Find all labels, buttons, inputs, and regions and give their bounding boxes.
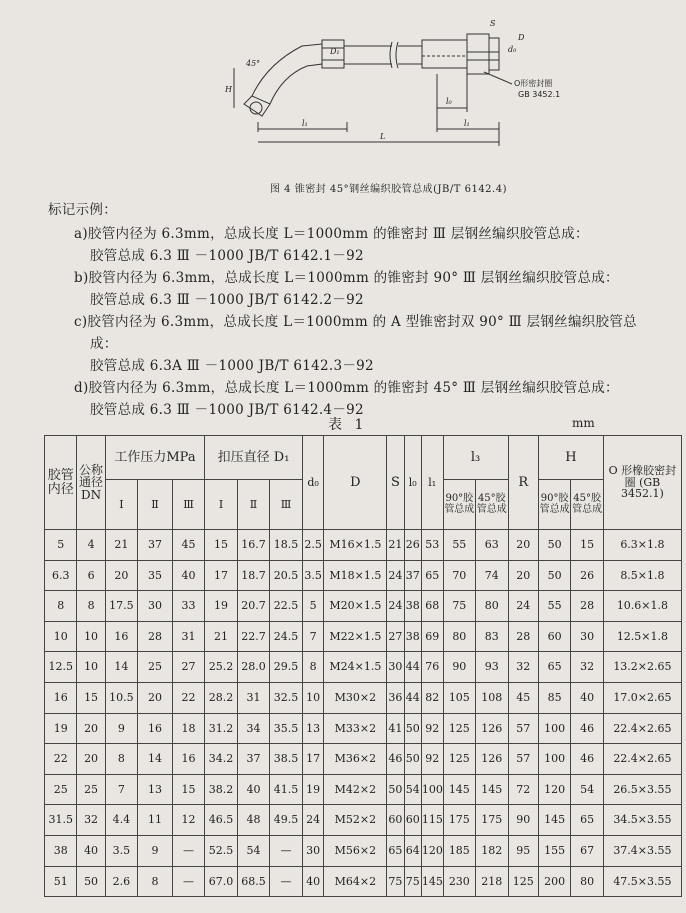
table-row [45, 774, 682, 805]
table-cell: 17 [205, 560, 237, 591]
table-cell: 20 [105, 560, 137, 591]
table-cell: 126 [476, 713, 508, 744]
table-cell: 57 [508, 713, 538, 744]
table-cell: M16×1.5 [324, 530, 387, 561]
table-cell: 22 [172, 682, 205, 713]
table-cell: 15 [172, 774, 205, 805]
table-cell: 60 [387, 805, 404, 836]
table-cell: 37 [237, 744, 269, 775]
table-cell: 20.5 [270, 560, 303, 591]
table-cell: 26.5×3.55 [603, 774, 681, 805]
table-cell: 15 [571, 530, 603, 561]
table-cell: M33×2 [324, 713, 387, 744]
table-cell: 218 [476, 866, 508, 897]
table-cell: 76 [421, 652, 443, 683]
header-d0: d₀ [302, 436, 324, 530]
table-cell: 37 [404, 560, 421, 591]
table-cell: 10 [302, 682, 324, 713]
table-cell: 10.6×1.8 [603, 591, 681, 622]
label-H: H [225, 85, 232, 94]
table-cell: 24 [302, 805, 324, 836]
table-cell: 75 [443, 591, 475, 622]
example-a-code: 胶管总成 6.3 Ⅲ －1000 JB/T 6142.1－92 [90, 248, 364, 264]
table-cell: M36×2 [324, 744, 387, 775]
table-cell: 22.4×2.65 [603, 744, 681, 775]
table-cell: 65 [571, 805, 603, 836]
example-c-code: 胶管总成 6.3A Ⅲ －1000 JB/T 6142.3－92 [90, 358, 374, 374]
dimension-table [44, 435, 682, 897]
table-cell: 175 [443, 805, 475, 836]
table-cell: 20 [138, 682, 173, 713]
header-inner-diameter: 胶管内径 [45, 436, 77, 530]
header-oring: O 形橡胶密封圈 (GB 3452.1) [603, 436, 681, 530]
table-cell: 17.5 [105, 591, 137, 622]
header-crimp-level-1: Ⅰ [205, 480, 237, 530]
table-cell: 75 [404, 866, 421, 897]
table-cell: 14 [105, 652, 137, 683]
table-cell: 31 [172, 621, 205, 652]
table-cell: 30 [302, 835, 324, 866]
table-row [45, 621, 682, 652]
table-cell: 24 [508, 591, 538, 622]
table-cell: 28.2 [205, 682, 237, 713]
table-cell: 5 [302, 591, 324, 622]
table-cell: 12 [172, 805, 205, 836]
table-cell: 19 [45, 713, 77, 744]
table-cell: 28 [571, 591, 603, 622]
table-cell: 65 [387, 835, 404, 866]
table-cell: 74 [476, 560, 508, 591]
table-cell: 145 [443, 774, 475, 805]
table-cell: 200 [538, 866, 570, 897]
table-cell: 47.5×3.55 [603, 866, 681, 897]
table-cell: 155 [538, 835, 570, 866]
table-cell: 9 [138, 835, 173, 866]
table-cell: 38.2 [205, 774, 237, 805]
table-cell: 28.0 [237, 652, 269, 683]
table-cell: 8 [105, 744, 137, 775]
table-cell: 10 [77, 652, 105, 683]
label-D: D [518, 33, 525, 42]
table-cell: 50 [387, 774, 404, 805]
table-cell: 28 [138, 621, 173, 652]
table-cell: 57 [508, 744, 538, 775]
table-cell: 19 [205, 591, 237, 622]
table-cell: 54 [571, 774, 603, 805]
table-cell: 8.5×1.8 [603, 560, 681, 591]
table-body [45, 530, 682, 897]
table-cell: 85 [538, 682, 570, 713]
label-angle: 45° [246, 59, 261, 68]
figure-caption: 图 4 锥密封 45°钢丝编织胶管总成(JB/T 6142.4) [270, 184, 507, 195]
table-cell: 120 [421, 835, 443, 866]
table-cell: 13 [138, 774, 173, 805]
table-cell: 105 [443, 682, 475, 713]
table-row [45, 866, 682, 897]
table-cell: 55 [443, 530, 475, 561]
table-cell: 20 [508, 560, 538, 591]
table-cell: 24 [387, 591, 404, 622]
table-cell: 60 [404, 805, 421, 836]
table-cell: 50 [538, 530, 570, 561]
header-pressure-level-3: Ⅲ [172, 480, 205, 530]
table-cell: 20 [508, 530, 538, 561]
table-cell: 36 [387, 682, 404, 713]
table-cell: 38 [404, 621, 421, 652]
table-cell: 31.2 [205, 713, 237, 744]
header-l3-90: 90°胶管总成 [443, 480, 475, 530]
table-cell: 95 [508, 835, 538, 866]
table-cell: 65 [538, 652, 570, 683]
header-crimp: 扣压直径 D₁ [205, 436, 303, 480]
table-cell: 16.7 [237, 530, 269, 561]
table-cell: 32 [571, 652, 603, 683]
table-cell: 46 [571, 713, 603, 744]
table-cell: 64 [404, 835, 421, 866]
table-cell: M20×1.5 [324, 591, 387, 622]
table-cell: 27 [387, 621, 404, 652]
header-pressure: 工作压力MPa [105, 436, 205, 480]
label-l0: l₀ [446, 97, 452, 106]
table-cell: 67 [571, 835, 603, 866]
table-cell: 16 [172, 744, 205, 775]
table-cell: 25.2 [205, 652, 237, 683]
table-row [45, 530, 682, 561]
table-cell: M24×1.5 [324, 652, 387, 683]
header-H-45: 45°胶管总成 [571, 480, 603, 530]
table-cell: 40 [237, 774, 269, 805]
table-cell: 15 [205, 530, 237, 561]
table-cell: 126 [476, 744, 508, 775]
table-cell: 8 [302, 652, 324, 683]
table-cell: 175 [476, 805, 508, 836]
table-cell: 22.5 [270, 591, 303, 622]
table-cell: 44 [404, 682, 421, 713]
table-row [45, 560, 682, 591]
table-cell: 32 [77, 805, 105, 836]
table-cell: 21 [205, 621, 237, 652]
table-cell: 21 [105, 530, 137, 561]
table-cell: 26 [404, 530, 421, 561]
table-cell: 8 [138, 866, 173, 897]
table-cell: M64×2 [324, 866, 387, 897]
header-l3-45: 45°胶管总成 [476, 480, 508, 530]
table-cell: 70 [443, 560, 475, 591]
table-cell: 6.3 [45, 560, 77, 591]
table-cell: 37 [138, 530, 173, 561]
table-row [45, 835, 682, 866]
table-title: 表 1 [328, 417, 368, 433]
header-D: D [324, 436, 387, 530]
table-cell: 35 [138, 560, 173, 591]
table-cell: M22×1.5 [324, 621, 387, 652]
table-cell: 50 [538, 560, 570, 591]
table-cell: — [172, 866, 205, 897]
example-c-desc-cont: 成： [90, 336, 118, 352]
table-cell: 60 [538, 621, 570, 652]
table-cell: 17 [302, 744, 324, 775]
header-pressure-level-2: Ⅱ [138, 480, 173, 530]
table-cell: 31.5 [45, 805, 77, 836]
table-cell: M52×2 [324, 805, 387, 836]
table-cell: 100 [538, 713, 570, 744]
table-cell: 230 [443, 866, 475, 897]
example-d-code: 胶管总成 6.3 Ⅲ －1000 JB/T 6142.4－92 [90, 402, 364, 418]
table-cell: 12.5×1.8 [603, 621, 681, 652]
header-S: S [387, 436, 404, 530]
table-cell: M42×2 [324, 774, 387, 805]
example-a-desc: a)胶管内径为 6.3mm，总成长度 L＝1000mm 的锥密封 Ⅲ 层钢丝编织胶管总成： [74, 226, 589, 242]
table-cell: 11 [138, 805, 173, 836]
table-cell: 18.5 [270, 530, 303, 561]
table-cell: 32 [508, 652, 538, 683]
table-cell: 32.5 [270, 682, 303, 713]
table-cell: 68.5 [237, 866, 269, 897]
table-cell: 4.4 [105, 805, 137, 836]
table-cell: 29.5 [270, 652, 303, 683]
table-cell: 21 [387, 530, 404, 561]
table-row [45, 744, 682, 775]
table-cell: 38.5 [270, 744, 303, 775]
table-cell: 125 [443, 713, 475, 744]
table-cell: 17.0×2.65 [603, 682, 681, 713]
table-cell: 100 [538, 744, 570, 775]
table-cell: M18×1.5 [324, 560, 387, 591]
table-cell: 50 [404, 744, 421, 775]
example-d-desc: d)胶管内径为 6.3mm，总成长度 L＝1000mm 的锥密封 45° Ⅲ 层钢丝编织胶管总成： [74, 380, 619, 396]
table-cell: 125 [443, 744, 475, 775]
table-cell: 68 [421, 591, 443, 622]
example-c-desc: c)胶管内径为 6.3mm，总成长度 L＝1000mm 的 A 型锥密封双 90° Ⅲ 层钢丝编织胶管总 [74, 314, 637, 330]
table-cell: 34 [237, 713, 269, 744]
table-cell: 80 [476, 591, 508, 622]
table-cell: 16 [138, 713, 173, 744]
label-S: S [490, 19, 496, 28]
table-cell: 67.0 [205, 866, 237, 897]
table-cell: 93 [476, 652, 508, 683]
table-cell: 24.5 [270, 621, 303, 652]
table-cell: 145 [476, 774, 508, 805]
table-cell: 49.5 [270, 805, 303, 836]
table-cell: 34.5×3.55 [603, 805, 681, 836]
table-cell: 65 [421, 560, 443, 591]
table-cell: 38 [404, 591, 421, 622]
table-cell: 72 [508, 774, 538, 805]
table-cell: 10 [45, 621, 77, 652]
example-b-desc: b)胶管内径为 6.3mm，总成长度 L＝1000mm 的锥密封 90° Ⅲ 层钢丝编织胶管总成： [74, 270, 619, 286]
table-cell: 7 [105, 774, 137, 805]
table-cell: — [270, 866, 303, 897]
table-cell: 35.5 [270, 713, 303, 744]
table-cell: 30 [387, 652, 404, 683]
table-cell: 40 [172, 560, 205, 591]
label-D1: D₁ [330, 47, 340, 56]
table-cell: 25 [45, 774, 77, 805]
table-cell: 90 [508, 805, 538, 836]
table-cell: 41.5 [270, 774, 303, 805]
table-cell: 108 [476, 682, 508, 713]
table-cell: 14 [138, 744, 173, 775]
header-H: H [538, 436, 603, 480]
header-l1: l₁ [421, 436, 443, 530]
table-cell: 25 [77, 774, 105, 805]
table-cell: 31 [237, 682, 269, 713]
table-cell: 145 [421, 866, 443, 897]
table-cell: 69 [421, 621, 443, 652]
table-cell: 80 [571, 866, 603, 897]
table-cell: 90 [443, 652, 475, 683]
table-cell: 22.7 [237, 621, 269, 652]
table-cell: 40 [571, 682, 603, 713]
header-H-90: 90°胶管总成 [538, 480, 570, 530]
table-row [45, 682, 682, 713]
table-cell: 18 [172, 713, 205, 744]
table-cell: 40 [77, 835, 105, 866]
example-heading: 标记示例： [48, 202, 117, 218]
table-cell: 22 [45, 744, 77, 775]
table-unit: mm [572, 416, 595, 430]
table-cell: 4 [77, 530, 105, 561]
table-cell: 30 [571, 621, 603, 652]
table-cell: 2.5 [302, 530, 324, 561]
table-cell: 28 [508, 621, 538, 652]
table-cell: 8 [45, 591, 77, 622]
table-cell: 3.5 [302, 560, 324, 591]
table-cell: 54 [404, 774, 421, 805]
header-R: R [508, 436, 538, 530]
table-row [45, 652, 682, 683]
table-cell: 6.3×1.8 [603, 530, 681, 561]
table-cell: 10.5 [105, 682, 137, 713]
table-cell: 115 [421, 805, 443, 836]
table-cell: 3.5 [105, 835, 137, 866]
table-cell: 182 [476, 835, 508, 866]
table-cell: 16 [105, 621, 137, 652]
table-cell: 22.4×2.65 [603, 713, 681, 744]
table-cell: 6 [77, 560, 105, 591]
table-cell: M30×2 [324, 682, 387, 713]
table-cell: 41 [387, 713, 404, 744]
table-cell: 63 [476, 530, 508, 561]
table-cell: 19 [302, 774, 324, 805]
header-l3: l₃ [443, 436, 508, 480]
table-cell: 13.2×2.65 [603, 652, 681, 683]
table-cell: 92 [421, 713, 443, 744]
table-cell: 46 [571, 744, 603, 775]
table-cell: 26 [571, 560, 603, 591]
table-cell: 83 [476, 621, 508, 652]
table-cell: 44 [404, 652, 421, 683]
table-cell: 82 [421, 682, 443, 713]
example-b-code: 胶管总成 6.3 Ⅲ －1000 JB/T 6142.2－92 [90, 292, 364, 308]
table-cell: 18.7 [237, 560, 269, 591]
label-l1-left: l₁ [302, 119, 308, 128]
table-cell: 46.5 [205, 805, 237, 836]
table-cell: 53 [421, 530, 443, 561]
table-cell: 80 [443, 621, 475, 652]
table-cell: 15 [77, 682, 105, 713]
table-cell: M56×2 [324, 835, 387, 866]
table-cell: 27 [172, 652, 205, 683]
table-cell: 20 [77, 713, 105, 744]
table-row [45, 805, 682, 836]
table-cell: 12.5 [45, 652, 77, 683]
table-cell: 33 [172, 591, 205, 622]
table-cell: — [172, 835, 205, 866]
table-cell: 5 [45, 530, 77, 561]
table-cell: 51 [45, 866, 77, 897]
table-cell: 55 [538, 591, 570, 622]
table-cell: 8 [77, 591, 105, 622]
table-cell: 25 [138, 652, 173, 683]
table-cell: 92 [421, 744, 443, 775]
table-cell: 38 [45, 835, 77, 866]
table-cell: 46 [387, 744, 404, 775]
table-cell: 48 [237, 805, 269, 836]
table-cell: 16 [45, 682, 77, 713]
label-standard: GB 3452.1 [518, 90, 561, 99]
table-row [45, 591, 682, 622]
table-cell: 100 [421, 774, 443, 805]
header-crimp-level-3: Ⅲ [270, 480, 303, 530]
label-L: L [380, 132, 386, 141]
label-d0: d₀ [508, 45, 517, 54]
table-cell: 50 [77, 866, 105, 897]
table-cell: 24 [387, 560, 404, 591]
header-pressure-level-1: Ⅰ [105, 480, 137, 530]
label-l1-right: l₁ [464, 119, 470, 128]
table-cell: 20 [77, 744, 105, 775]
label-oring: O形密封圈 [514, 79, 553, 88]
table-cell: 20.7 [237, 591, 269, 622]
table-cell: 9 [105, 713, 137, 744]
table-cell: 45 [172, 530, 205, 561]
table-cell: 50 [404, 713, 421, 744]
table-cell: 54 [237, 835, 269, 866]
table-cell: 37.4×3.55 [603, 835, 681, 866]
table-cell: 120 [538, 774, 570, 805]
table-cell: 185 [443, 835, 475, 866]
table-cell: 2.6 [105, 866, 137, 897]
header-crimp-level-2: Ⅱ [237, 480, 269, 530]
table-cell: — [270, 835, 303, 866]
table-cell: 13 [302, 713, 324, 744]
table-row [45, 713, 682, 744]
hose-assembly-drawing [222, 4, 582, 164]
table-cell: 75 [387, 866, 404, 897]
table-cell: 30 [138, 591, 173, 622]
table-cell: 52.5 [205, 835, 237, 866]
table-cell: 40 [302, 866, 324, 897]
header-l0: l₀ [404, 436, 421, 530]
table-cell: 7 [302, 621, 324, 652]
table-cell: 145 [538, 805, 570, 836]
table-cell: 45 [508, 682, 538, 713]
table-cell: 34.2 [205, 744, 237, 775]
table-cell: 125 [508, 866, 538, 897]
table-cell: 10 [77, 621, 105, 652]
header-dn: 公称通径DN [77, 436, 105, 530]
